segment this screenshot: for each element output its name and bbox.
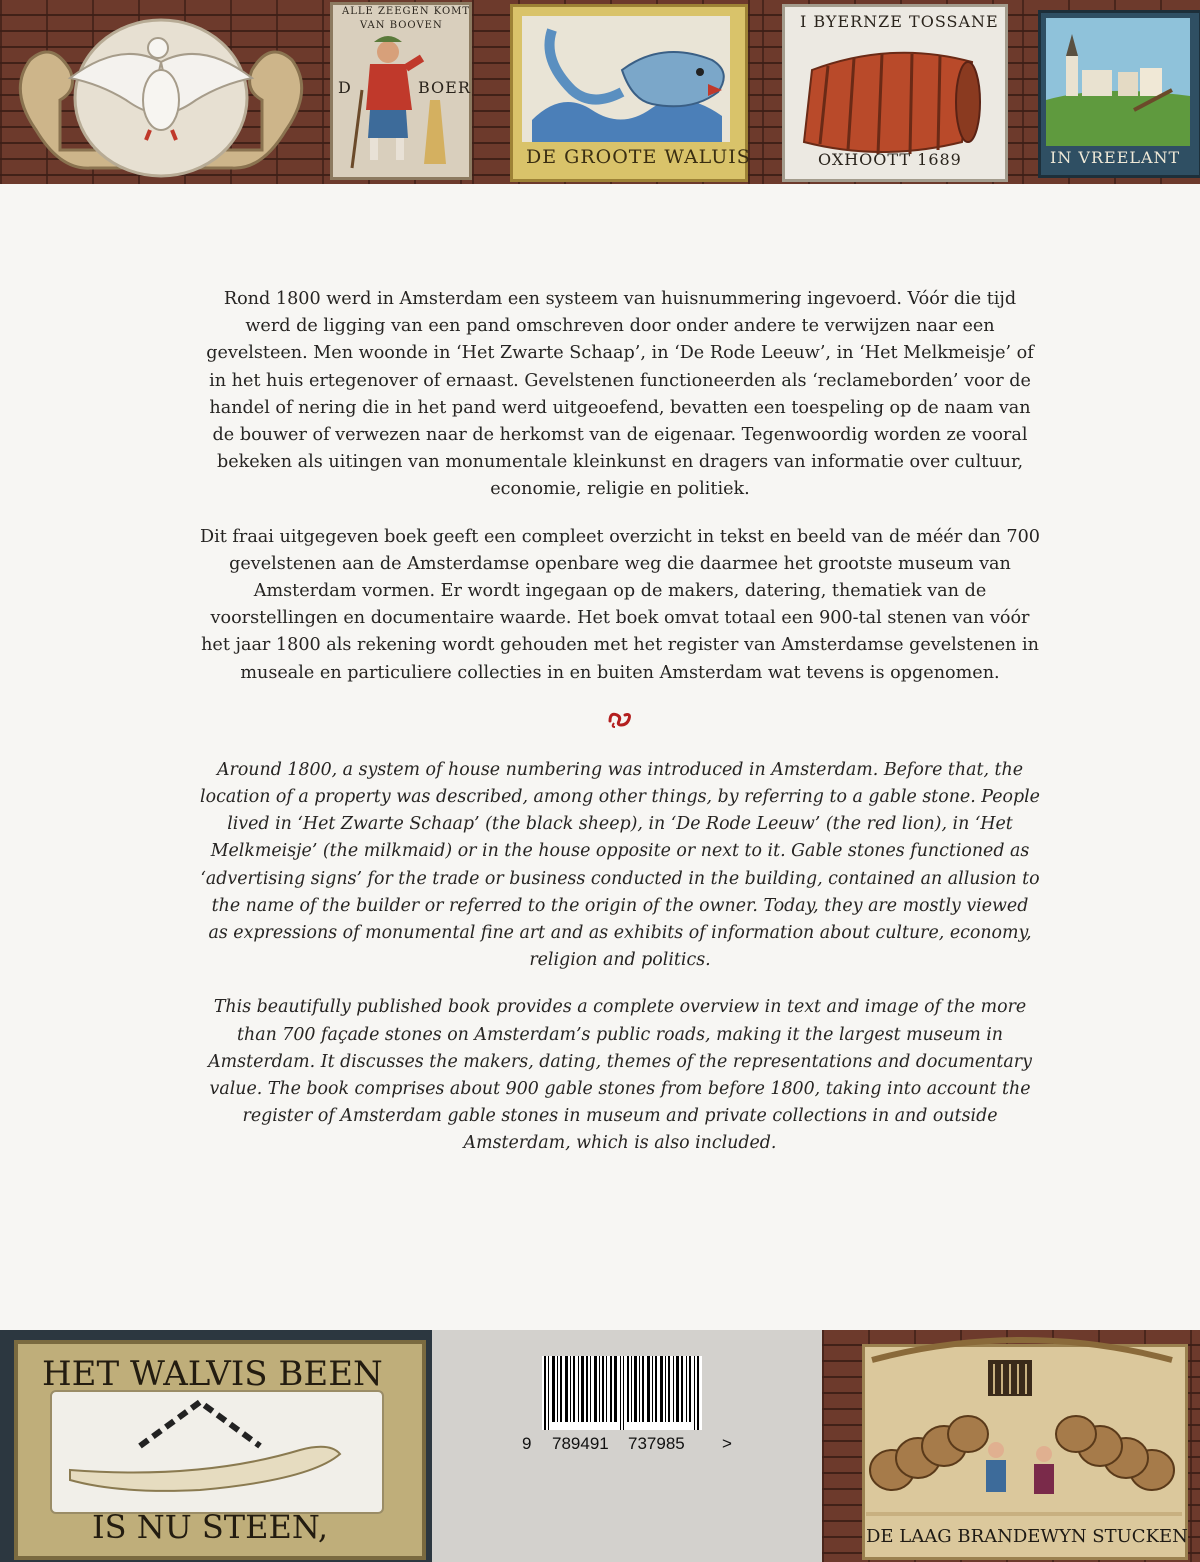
eagle-relief-icon <box>0 0 322 184</box>
gable-stone-vreelant <box>1022 0 1200 184</box>
walvis-been-line-2: IS NU STEEN, <box>92 1508 328 1546</box>
gable-stone-groote-waluis <box>472 0 762 184</box>
english-paragraph-2: This beautifully published book provides a complete overview in text and image of the more than 700 façade stones on Amsterdam’s public roads, making it the largest museum in Amsterdam. It discusses the makers, dating, themes of the representations and documentary value. The book comprises about 900 gable stones from before 1800, taking into account the register of Amsterdam gable stones in museum and private collections in and outside Amsterdam, which is also included. <box>208 997 1032 1154</box>
flourish-icon <box>605 707 635 731</box>
barrel-caption-bottom: OXHOOTT 1689 <box>818 150 962 169</box>
gable-stone-barrel <box>762 0 1022 184</box>
bottom-strip <box>0 1330 1200 1562</box>
gable-stone-brandewyn <box>822 1330 1200 1562</box>
boer-caption-top-1: ALLE ZEEGEN KOMT <box>342 6 471 17</box>
english-paragraph-1: Around 1800, a system of house numbering was introduced in Amsterdam. Before that, the location of a property was described, among other things, by referring to a gable stone. People lived in ‘Het Zwarte Schaap’ (the black sheep), in ‘De Rode Leeuw’ (the red lion), in ‘Het Melkmeisje’ (the milkmaid) or in the house opposite or next to it. Gable stones functioned as ‘advertising signs’ for the trade or business conducted in the building, contained an allusion to the name of the builder or referred to the origin of the owner. Today, they are mostly viewed as expressions of monumental fine art and as exhibits of information about culture, economy, religion and politics. <box>200 759 1040 971</box>
dutch-paragraph-1: Rond 1800 werd in Amsterdam een systeem van huisnummering ingevoerd. Vóór die tijd werd de ligging van een pand omschreven door onder andere te verwijzen naar een gevelsteen. Men woonde in ‘Het Zwarte Schaap’, in ‘De Rode Leeuw’, in ‘Het Melkmeisje’ of in het huis ertegenover of ernaast. Gevelstenen functioneerden als ‘reclameborden’ voor de handel of nering die in het pand werd uitgeoefend, bevatten een toespeling op de naam van de bouwer of verwezen naar de herkomst van de eigenaar. Tegenwoordig worden ze vooral bekeken als uitingen van monumentale kleinkunst en dragers van informatie over cultuur, economie, religie en politiek. <box>206 289 1034 500</box>
vreelant-caption: IN VREELANT <box>1050 148 1181 167</box>
boer-caption-top-2: VAN BOOVEN <box>360 20 443 31</box>
dutch-paragraph-2: Dit fraai uitgegeven boek geeft een compleet overzicht in tekst en beeld van de méér dan 700 gevelstenen aan de Amsterdamse openbare weg die daarmee het grootste museum van Amsterdam vormen. Er wordt ingegaan op de makers, datering, thematiek van de voorstellingen en documentaire waarde. Het boek omvat totaal een 900-tal stenen van vóór het jaar 1800 als rekening wordt gehouden met het register van Amsterdamse gevelstenen in museale en particuliere collecties in en buiten Amsterdam wat tevens is opgenomen. <box>200 526 1040 683</box>
barrel-caption-top: I BYERNZE TOSSANE <box>800 12 999 31</box>
ornament-divider <box>200 707 1040 737</box>
walvis-been-line-1: HET WALVIS BEEN <box>42 1354 383 1394</box>
gable-stone-eagle <box>0 0 322 184</box>
barcode-area <box>432 1330 822 1562</box>
barcode-group-2: 737985 <box>628 1434 685 1453</box>
back-cover-text <box>200 286 1040 1178</box>
boer-caption-right: BOER <box>418 78 471 97</box>
barcode-arrow: > <box>722 1434 732 1453</box>
barcode-group-1: 789491 <box>552 1434 609 1453</box>
boer-caption-left: D <box>338 78 352 97</box>
waluis-caption: DE GROOTE WALUIS <box>526 146 751 168</box>
gable-stone-walvis-been <box>0 1330 432 1562</box>
top-gable-stone-strip <box>0 0 1200 184</box>
gable-stone-boer <box>322 0 472 184</box>
brandewyn-caption: DE LAAG BRANDEWYN STUCKEN <box>866 1526 1188 1547</box>
barcode-lead-digit: 9 <box>522 1434 532 1453</box>
isbn-barcode <box>542 1356 702 1430</box>
